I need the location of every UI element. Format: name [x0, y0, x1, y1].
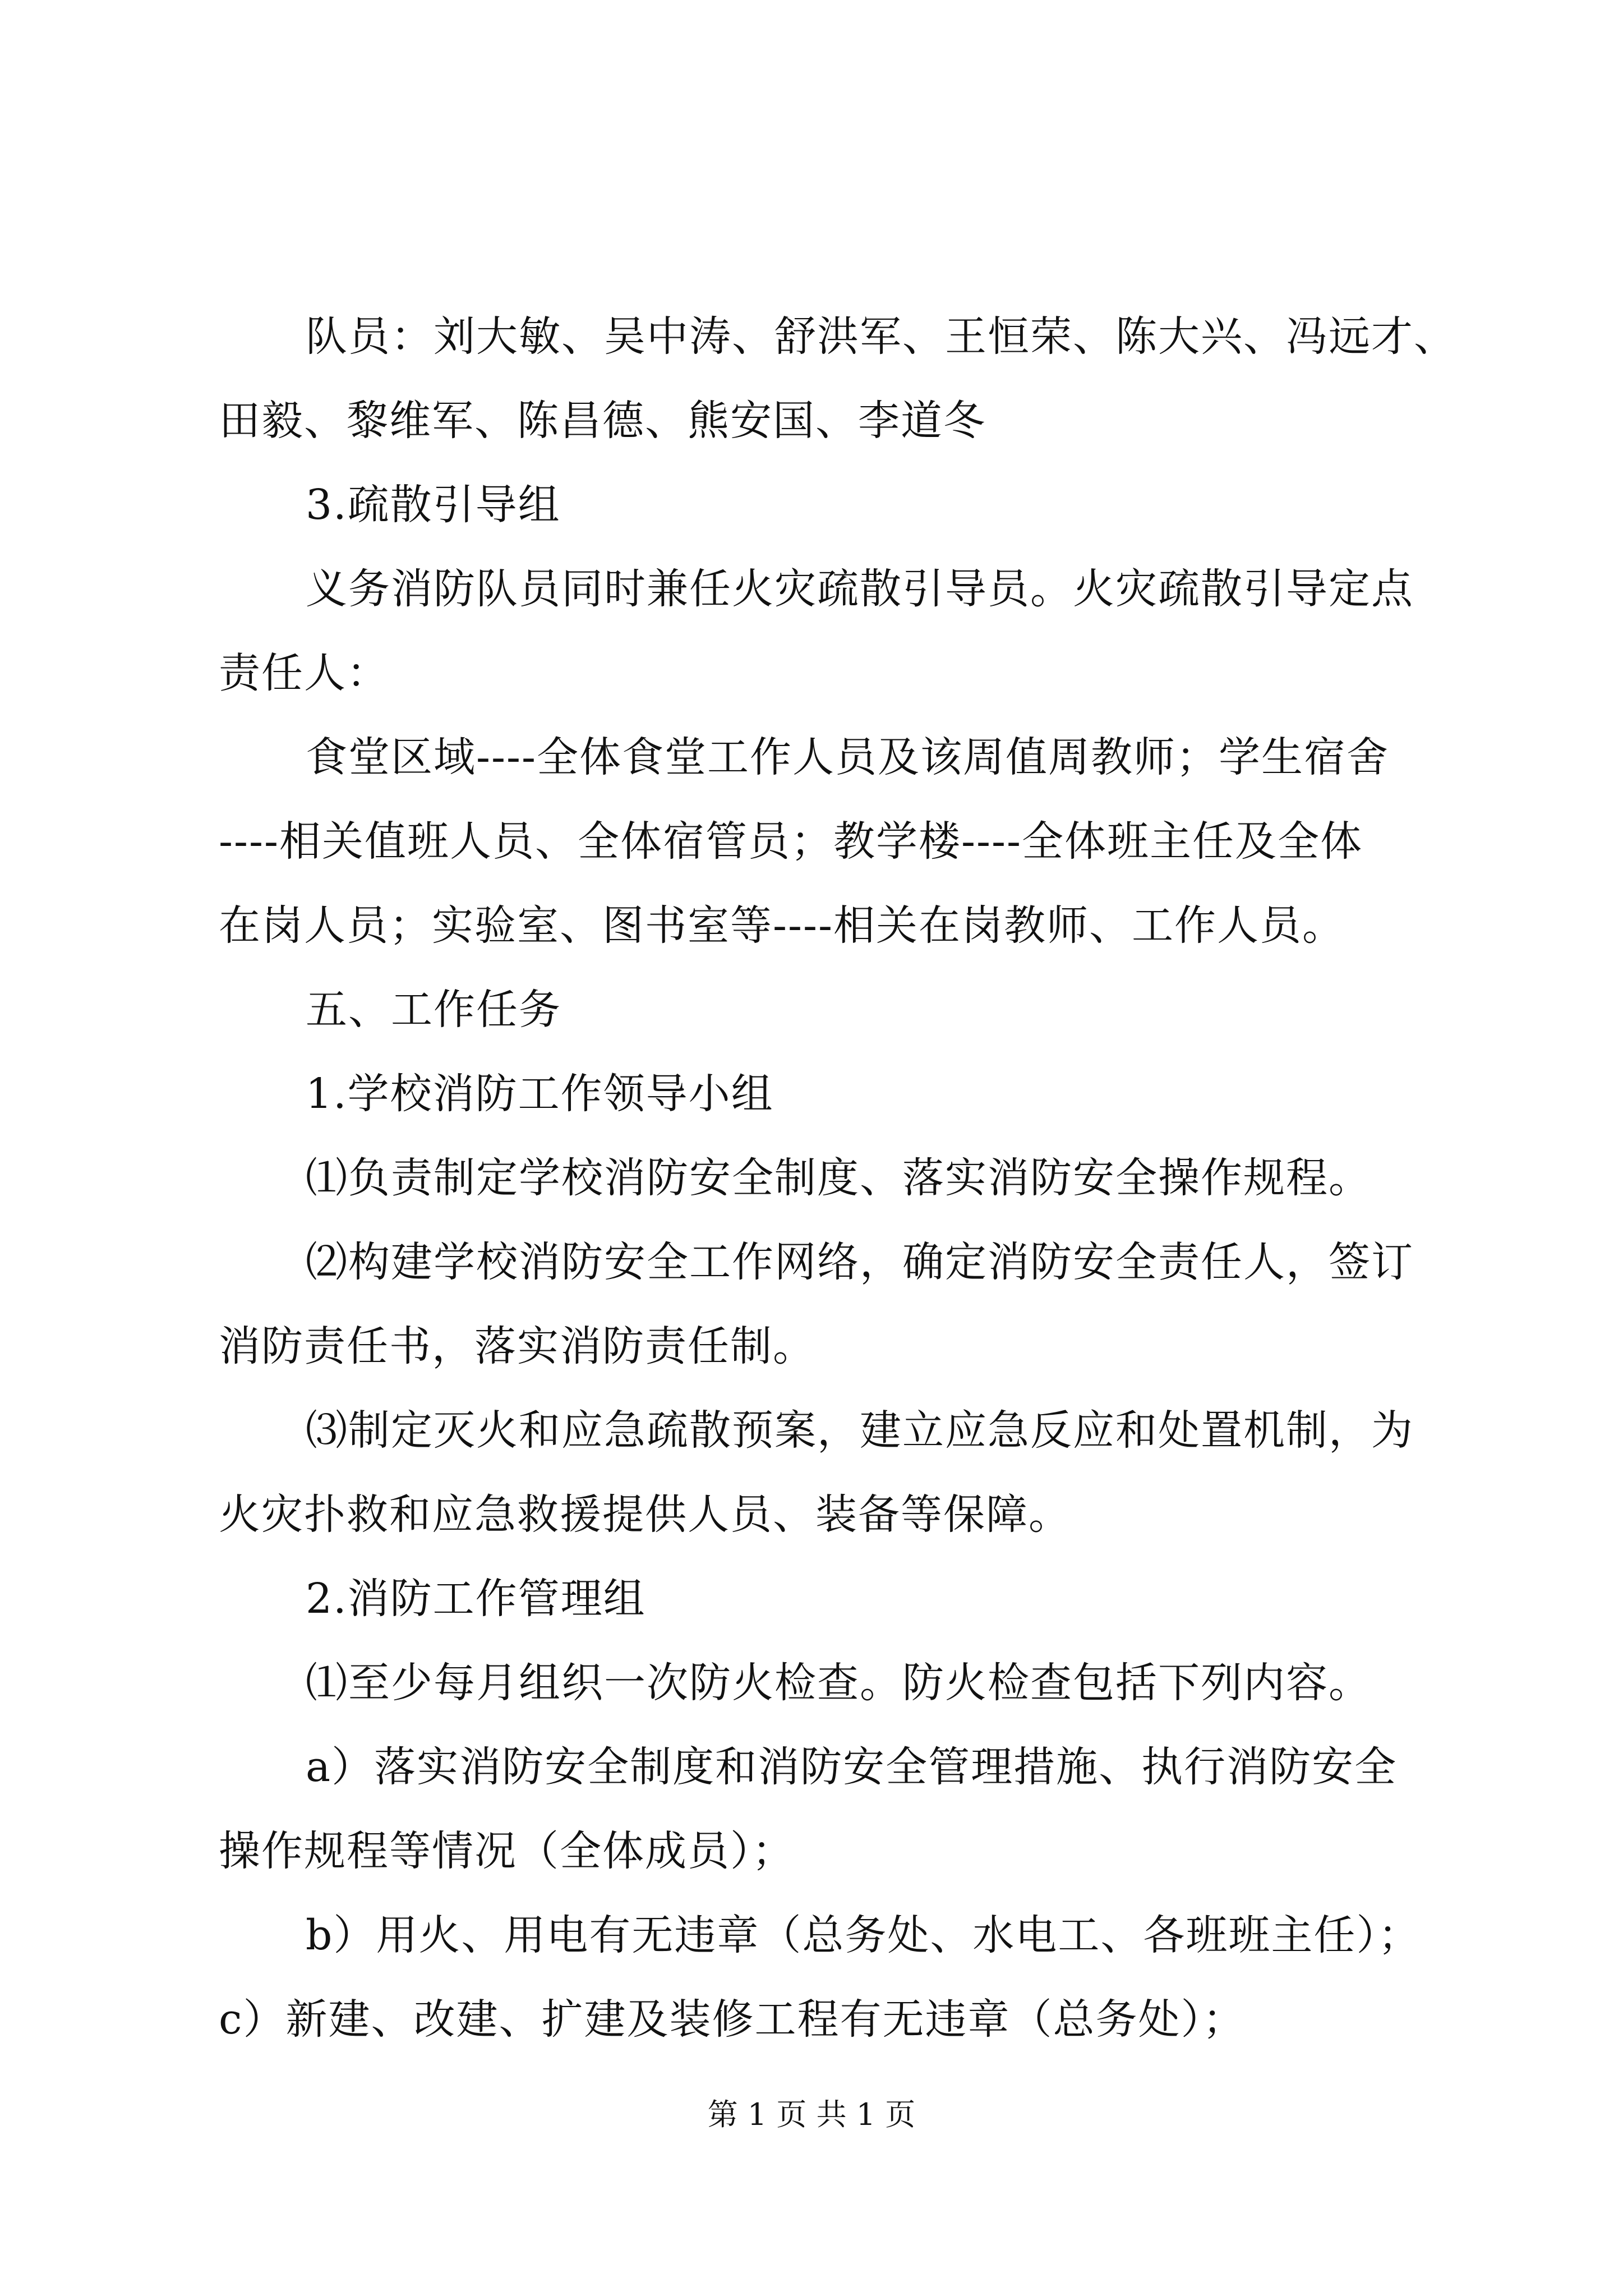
paragraph-line: ----相关值班人员、全体宿管员；教学楼----全体班主任及全体	[219, 817, 1363, 866]
paragraph-line: c）新建、改建、扩建及装修工程有无违章（总务处）；	[219, 1995, 1246, 2044]
paragraph-line: ⑴负责制定学校消防安全制度、落实消防安全操作规程。	[306, 1154, 1371, 1202]
paragraph-line: 在岗人员；实验室、图书室等----相关在岗教师、工作人员。	[219, 901, 1345, 950]
paragraph-line: 义务消防队员同时兼任火灾疏散引导员。火灾疏散引导定点	[306, 565, 1414, 613]
section-heading: 3.疏散引导组	[306, 481, 561, 529]
paragraph-line: ⑴至少每月组织一次防火检查。防火检查包括下列内容。	[306, 1659, 1371, 1707]
paragraph-line: 田毅、黎维军、陈昌德、熊安国、李道冬	[219, 397, 986, 445]
paragraph-line: a）落实消防安全制度和消防安全管理措施、执行消防安全	[306, 1743, 1398, 1791]
section-heading: 五、工作任务	[306, 986, 561, 1034]
paragraph-line: 消防责任书，落实消防责任制。	[219, 1322, 815, 1370]
paragraph-line: 火灾扑救和应急救援提供人员、装备等保障。	[219, 1490, 1071, 1539]
paragraph-line: ⑶制定灭火和应急疏散预案，建立应急反应和处置机制，为	[306, 1406, 1414, 1455]
paragraph-line: 队员：刘大敏、吴中涛、舒洪军、王恒荣、陈大兴、冯远才、	[306, 312, 1456, 361]
section-heading: 1.学校消防工作领导小组	[306, 1070, 774, 1118]
paragraph-line: 责任人：	[219, 649, 389, 697]
paragraph-line: 操作规程等情况（全体成员）；	[219, 1827, 795, 1875]
section-heading: 2.消防工作管理组	[306, 1575, 646, 1623]
page-footer: 第 1 页 共 1 页	[707, 2097, 916, 2132]
paragraph-line: b）用火、用电有无违章（总务处、水电工、各班班主任）；	[306, 1911, 1421, 1959]
paragraph-line: ⑵构建学校消防安全工作网络，确定消防安全责任人，签订	[306, 1238, 1414, 1286]
paragraph-line: 食堂区域----全体食堂工作人员及该周值周教师；学生宿舍	[306, 733, 1390, 781]
